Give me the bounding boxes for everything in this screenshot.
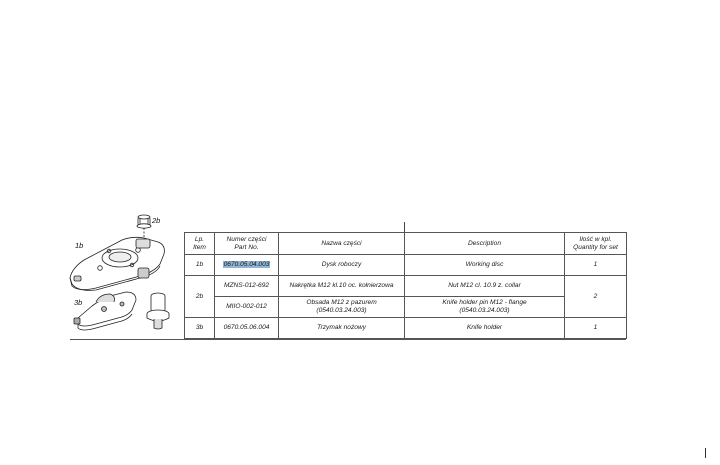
exploded-view-drawing (66, 210, 184, 342)
cell-name-pl: Dysk roboczy (279, 255, 405, 276)
cell-description: Working disc (405, 255, 565, 276)
cell-name-pl: Trzymak nożowy (279, 318, 405, 339)
cell-part-no (215, 255, 279, 276)
page-edge-mark (705, 448, 706, 458)
header-description: Description (405, 233, 565, 255)
table-row (185, 255, 627, 276)
cell-part-no: 0670.05.06.004 (215, 318, 279, 339)
header-part-no: Numer części Part No. (215, 233, 279, 255)
cell-part-no: MIIO-002-012 (215, 297, 279, 318)
page-baseline-rule (70, 339, 626, 340)
header-quantity: Ilość w kpl. Quantity for set (565, 233, 627, 255)
cell-name-pl: Nakrętka M12 kl.10 oc. kołnierzowa (279, 276, 405, 297)
cell-description: Knife holder pin M12 - flange (0540.03.24.003) (405, 297, 565, 318)
exploded-view-svg (66, 210, 184, 342)
header-name-pl: Nazwa części (279, 233, 405, 255)
working-disc-drawing (70, 237, 164, 290)
table-row (185, 297, 627, 318)
cell-quantity: 1 (565, 318, 627, 339)
callout-3b: 3b (74, 298, 83, 307)
nut-part-drawing (137, 215, 151, 240)
cell-part-no: MZNS-012-692 (215, 276, 279, 297)
table-header-row (185, 233, 627, 255)
knife-holder-pin-drawing (147, 293, 169, 329)
table-row (185, 318, 627, 339)
callout-1b: 1b (75, 241, 84, 250)
cell-description: Knife holder (405, 318, 565, 339)
spare-parts-table (184, 232, 627, 339)
cell-item: 3b (185, 318, 215, 339)
cell-quantity: 2 (565, 276, 627, 318)
callout-2b: 2b (152, 216, 161, 225)
selected-part-number[interactable]: 0670.05.04.003 (223, 261, 270, 269)
table-row (185, 276, 627, 297)
cell-description: Nut M12 cl. 10.9 z. collar (405, 276, 565, 297)
cell-quantity: 1 (565, 255, 627, 276)
top-divider-line (404, 222, 405, 232)
cell-name-pl: Obsada M12 z pazurem (0540.03.24.003) (279, 297, 405, 318)
header-item: Lp. Item (185, 233, 215, 255)
cell-item: 2b (185, 276, 215, 318)
cell-item: 1b (185, 255, 215, 276)
knife-holder-drawing (74, 292, 136, 330)
